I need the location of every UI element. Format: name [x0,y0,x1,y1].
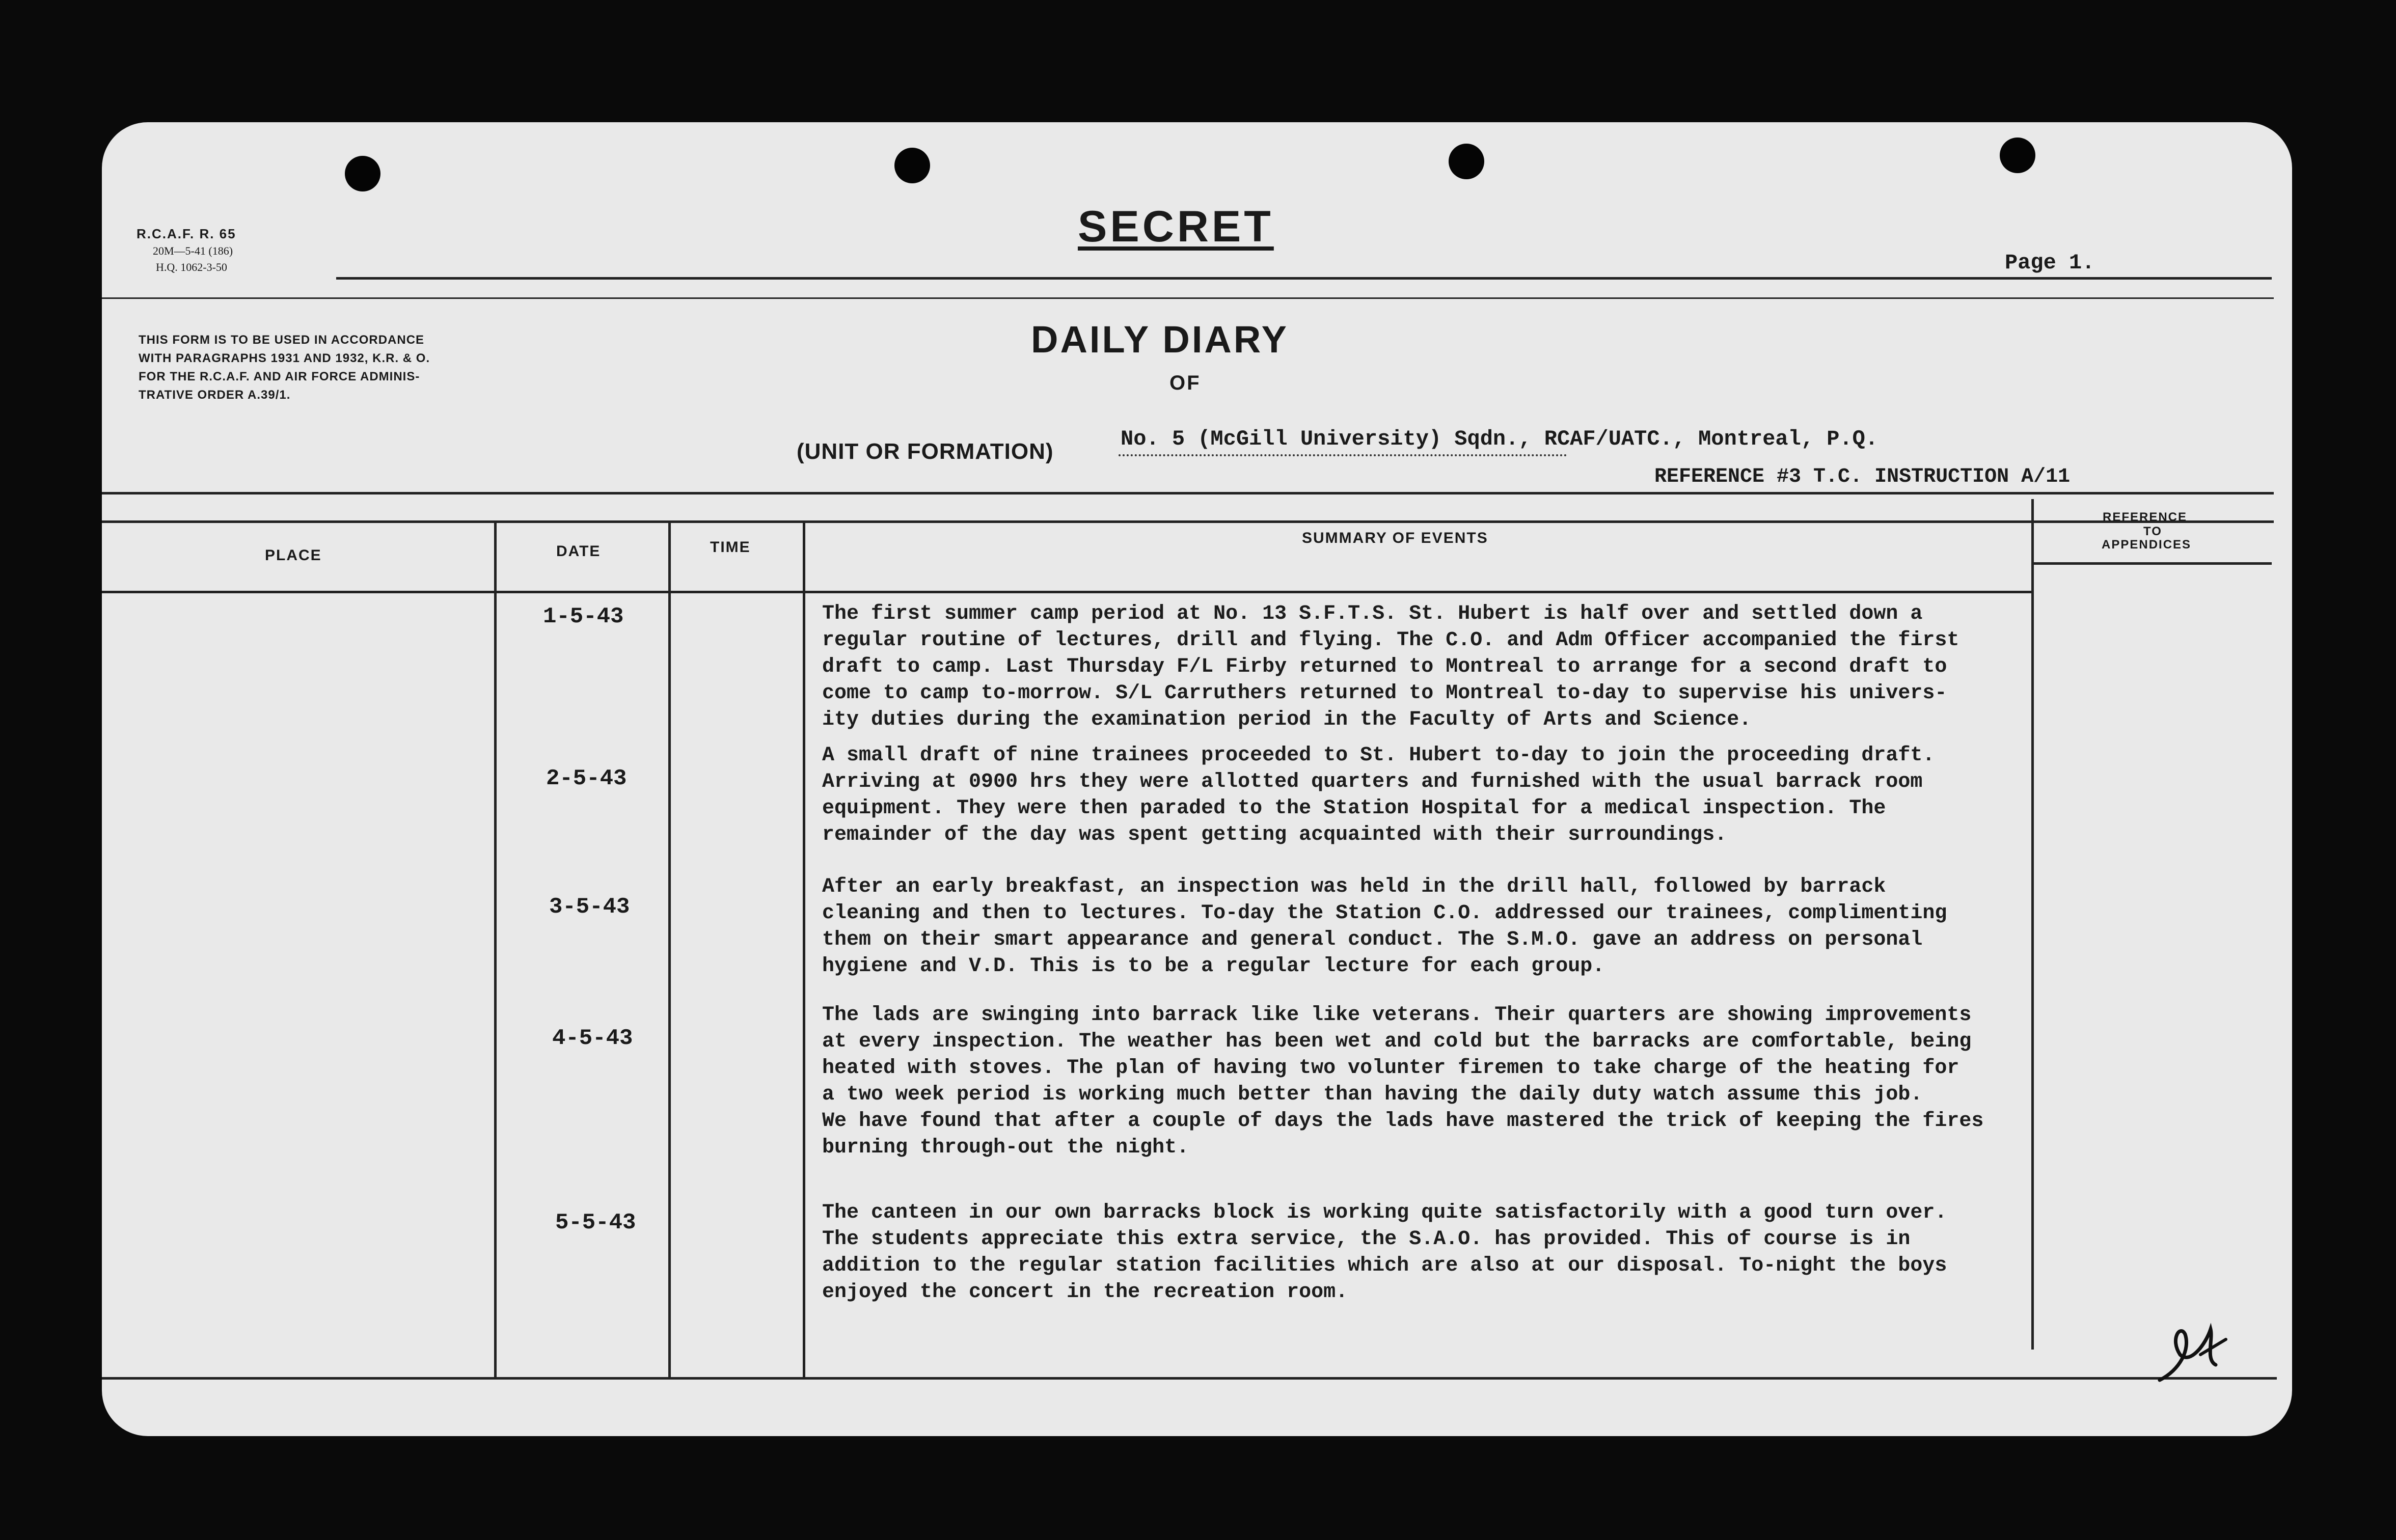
table-bottom-rule [102,1377,2277,1380]
column-header-reference: APPENDICES [2102,538,2192,552]
summary-line: heated with stoves. The plan of having two volunter firemen to take charge of the heating for [822,1057,1959,1080]
summary-line: We have found that after a couple of days the lads have mastered the trick of keeping the fires [822,1110,1984,1133]
form-instruction-line: FOR THE R.C.A.F. AND AIR FORCE ADMINIS- [139,370,420,383]
punch-hole [894,148,930,183]
unit-value: No. 5 (McGill University) Sqdn., RCAF/UATC., Montreal, P.Q. [1121,427,1878,451]
summary-line: addition to the regular station facilities which are also at our disposal. To-night the boys [822,1254,1947,1277]
column-divider [803,521,805,1379]
column-divider [668,521,671,1379]
form-print: 20M—5-41 (186) [153,244,233,257]
summary-line: The canteen in our own barracks block is working quite satisfactorily with a good turn over. [822,1201,1947,1224]
entry-date: 5-5-43 [555,1210,636,1235]
classification-title: SECRET [1078,202,1274,251]
form-instruction-line: TRATIVE ORDER A.39/1. [139,388,291,402]
table-top-rule-2 [102,520,2274,523]
summary-line: regular routine of lectures, drill and flying. The C.O. and Adm Officer accompanied the first [822,629,1959,652]
summary-line: The students appreciate this extra service, the S.A.O. has provided. This of course is in [822,1228,1911,1251]
unit-underline [1119,454,1567,456]
summary-line: The first summer camp period at No. 13 S.F.T.S. St. Hubert is half over and settled down a [822,602,1923,625]
column-header-reference: REFERENCE [2103,510,2188,524]
summary-line: The lads are swinging into barrack like like veterans. Their quarters are showing improvements [822,1004,1972,1027]
entry-date: 1-5-43 [543,604,624,629]
summary-line: them on their smart appearance and general conduct. The S.M.O. gave an address on personal [822,928,1923,951]
form-instruction-line: THIS FORM IS TO BE USED IN ACCORDANCE [139,333,425,347]
summary-line: equipment. They were then paraded to the Station Hospital for a medical inspection. The [822,797,1886,820]
punch-hole [345,156,380,191]
summary-line: Arriving at 0900 hrs they were allotted quarters and furnished with the usual barrack room [822,771,1923,793]
table-top-rule [102,492,2274,494]
entry-date: 2-5-43 [546,766,627,791]
diary-title: DAILY DIARY [1031,318,1289,361]
punch-hole [2000,138,2035,173]
column-header-reference: TO [2143,525,2162,538]
entry-date: 3-5-43 [549,894,630,920]
summary-line: burning through-out the night. [822,1136,1189,1159]
summary-line: at every inspection. The weather has been wet and cold but the barracks are comfortable, being [822,1030,1972,1053]
summary-line: remainder of the day was spent getting acquainted with their surroundings. [822,823,1727,846]
column-header-time: TIME [710,539,751,556]
header-rule-left [102,297,2274,299]
summary-line: come to camp to-morrow. S/L Carruthers returned to Montreal to-day to supervise his univers- [822,682,1947,705]
entry-summary [822,1200,2055,1306]
column-divider [494,521,497,1379]
column-header-rule [102,591,2032,593]
summary-line: hygiene and V.D. This is to be a regular lecture for each group. [822,955,1605,978]
reference-note: REFERENCE #3 T.C. INSTRUCTION A/11 [1654,465,2071,488]
summary-line: a two week period is working much better than having the daily duty watch assume this job. [822,1083,1923,1106]
column-header-summary: SUMMARY OF EVENTS [1302,530,1488,546]
summary-line: ity duties during the examination period in the Faculty of Arts and Science. [822,708,1752,731]
column-header-rule-right [2032,562,2272,565]
summary-line: enjoyed the concert in the recreation room. [822,1281,1348,1304]
header-rule [336,277,2272,280]
punch-hole [1449,144,1484,179]
page-number: Page 1. [2005,251,2095,275]
entry-summary [822,601,2055,733]
form-number: R.C.A.F. R. 65 [137,226,236,241]
form-hq: H.Q. 1062-3-50 [156,261,227,273]
entry-summary [822,743,2055,848]
handwritten-initials [2149,1309,2251,1390]
summary-line: draft to camp. Last Thursday F/L Firby returned to Montreal to arrange for a second draft to [822,655,1947,678]
diary-of: OF [1169,372,1201,394]
column-header-date: DATE [556,543,601,560]
unit-label: (UNIT OR FORMATION) [797,439,1054,464]
entry-summary [822,874,2055,980]
form-instruction-line: WITH PARAGRAPHS 1931 AND 1932, K.R. & O. [139,351,430,365]
entry-summary [822,1002,2055,1161]
summary-line: cleaning and then to lectures. To-day the Station C.O. addressed our trainees, complimenting [822,902,1947,925]
column-header-place: PLACE [265,547,322,564]
summary-line: After an early breakfast, an inspection was held in the drill hall, followed by barrack [822,875,1886,898]
summary-line: A small draft of nine trainees proceeded to St. Hubert to-day to join the proceeding draft. [822,744,1935,767]
entry-date: 4-5-43 [552,1026,633,1051]
